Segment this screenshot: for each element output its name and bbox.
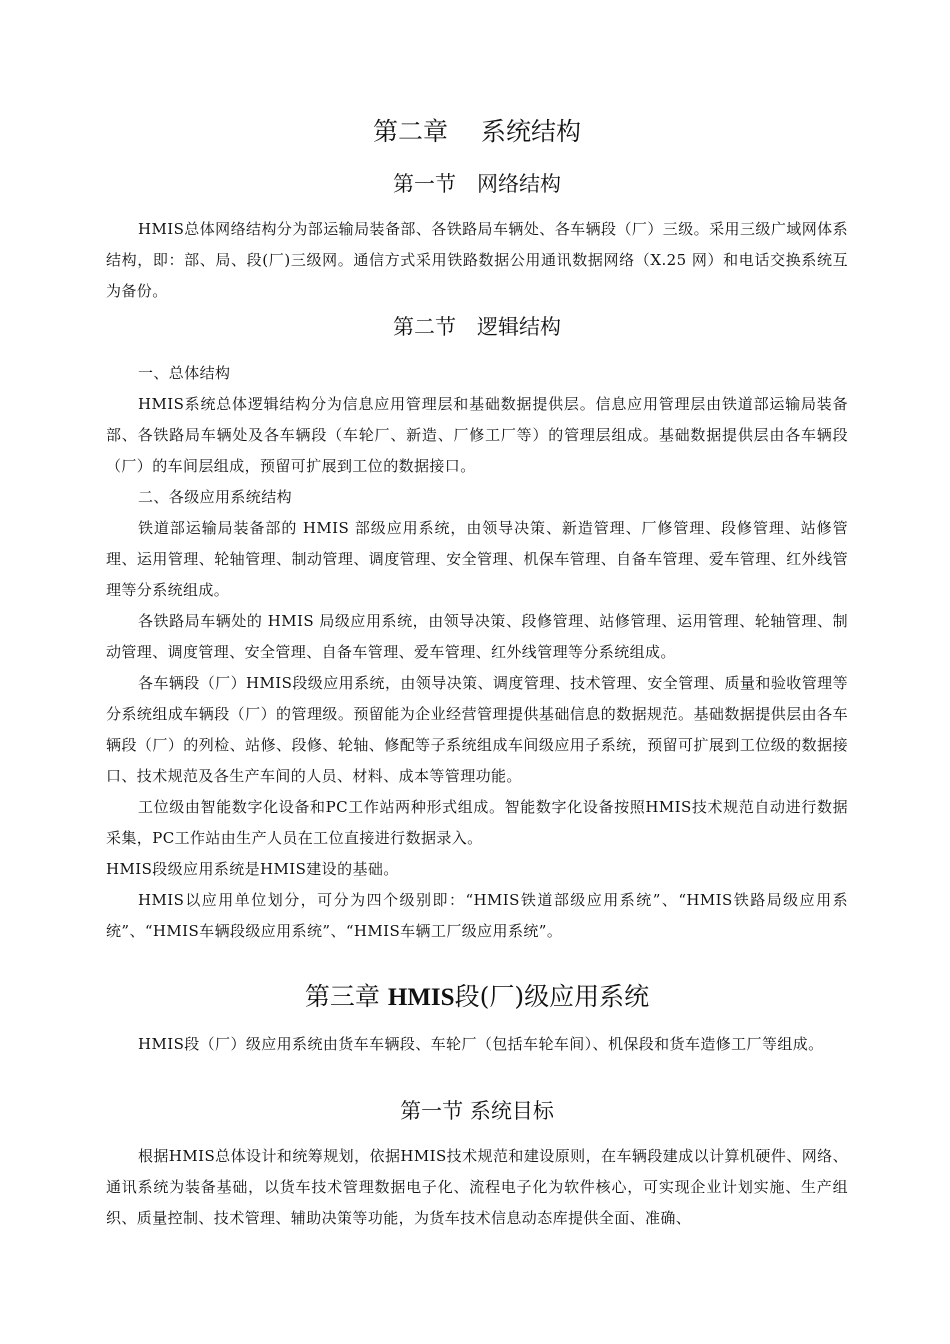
chapter-3-title-prefix: 第三章: [304, 982, 380, 1011]
section-network-title: 第一节 网络结构: [393, 172, 561, 196]
bureau-level-paragraph: 各铁路局车辆处的 HMIS 局级应用系统，由领导决策、段修管理、站修管理、运用管理、轮轴管理、制动管理、调度管理、安全管理、自备车管理、爱车管理、红外线管理等分系统组成。: [106, 612, 848, 661]
section-logic-title: 第二节 逻辑结构: [393, 315, 561, 339]
depot-level-paragraph: 各车辆段（厂）HMIS段级应用系统，由领导决策、调度管理、技术管理、安全管理、质量和验收管理等分系统组成车辆段（厂）的管理级。预留能为企业经营管理提供基础信息的数据规范。基础数据提供层由各车辆段（厂）的列检、站修、段修、轮轴、修配等子系统组成车间级应用子系统，预留可扩展到工位级的数据接口、技术规范及各生产车间的人员、材料、成本等管理功能。: [106, 674, 848, 785]
chapter-2-title: 第二章 系统结构: [373, 117, 581, 146]
subheading-overall-structure: 一、总体结构: [138, 364, 231, 382]
network-structure-paragraph: HMIS总体网络结构分为部运输局装备部、各铁路局车辆处、各车辆段（厂）三级。采用三级广域网体系结构，即：部、局、段(厂)三级网。通信方式采用铁路数据公用通讯数据网络（X.25 网）和电话交换系统互为备份。: [106, 220, 848, 300]
workstation-level-paragraph: 工位级由智能数字化设备和PC工作站两种形式组成。智能数字化设备按照HMIS技术规范自动进行数据采集，PC工作站由生产人员在工位直接进行数据录入。: [106, 798, 848, 847]
chapter-3-title-suffix: 段(厂)级应用系统: [454, 982, 650, 1011]
section-goal-title: 第一节 系统目标: [400, 1099, 554, 1123]
chapter-3-title: [106, 981, 848, 1014]
chapter-3-intro-paragraph: HMIS段（厂）级应用系统由货车车辆段、车轮厂（包括车轮车间）、机保段和货车造修工厂等组成。: [138, 1035, 824, 1053]
chapter-3-title-hmis: HMIS: [387, 984, 455, 1011]
subheading-app-levels: 二、各级应用系统结构: [138, 488, 293, 506]
system-goal-paragraph: 根据HMIS总体设计和统筹规划，依据HMIS技术规范和建设原则，在车辆段建成以计算机硬件、网络、通讯系统为装备基础，以货车技术管理数据电子化、流程电子化为软件核心，可实现企业计划实施、生产组织、质量控制、技术管理、辅助决策等功能，为货车技术信息动态库提供全面、准确、: [106, 1147, 848, 1227]
ministry-level-paragraph: 铁道部运输局装备部的 HMIS 部级应用系统，由领导决策、新造管理、厂修管理、段修管理、站修管理、运用管理、轮轴管理、制动管理、调度管理、安全管理、机保车管理、自备车管理、爱车管理、红外线管理等分系统组成。: [106, 519, 848, 599]
four-levels-paragraph: HMIS以应用单位划分，可分为四个级别即：“HMIS铁道部级应用系统”、“HMIS铁路局级应用系统”、“HMIS车辆段级应用系统”、“HMIS车辆工厂级应用系统”。: [106, 891, 848, 940]
overall-structure-paragraph: HMIS系统总体逻辑结构分为信息应用管理层和基础数据提供层。信息应用管理层由铁道部运输局装备部、各铁路局车辆处及各车辆段（车轮厂、新造、厂修工厂等）的管理层组成。基础数据提供层由各车辆段（厂）的车间层组成，预留可扩展到工位的数据接口。: [106, 395, 848, 475]
depot-foundation-line: HMIS段级应用系统是HMIS建设的基础。: [106, 860, 399, 878]
